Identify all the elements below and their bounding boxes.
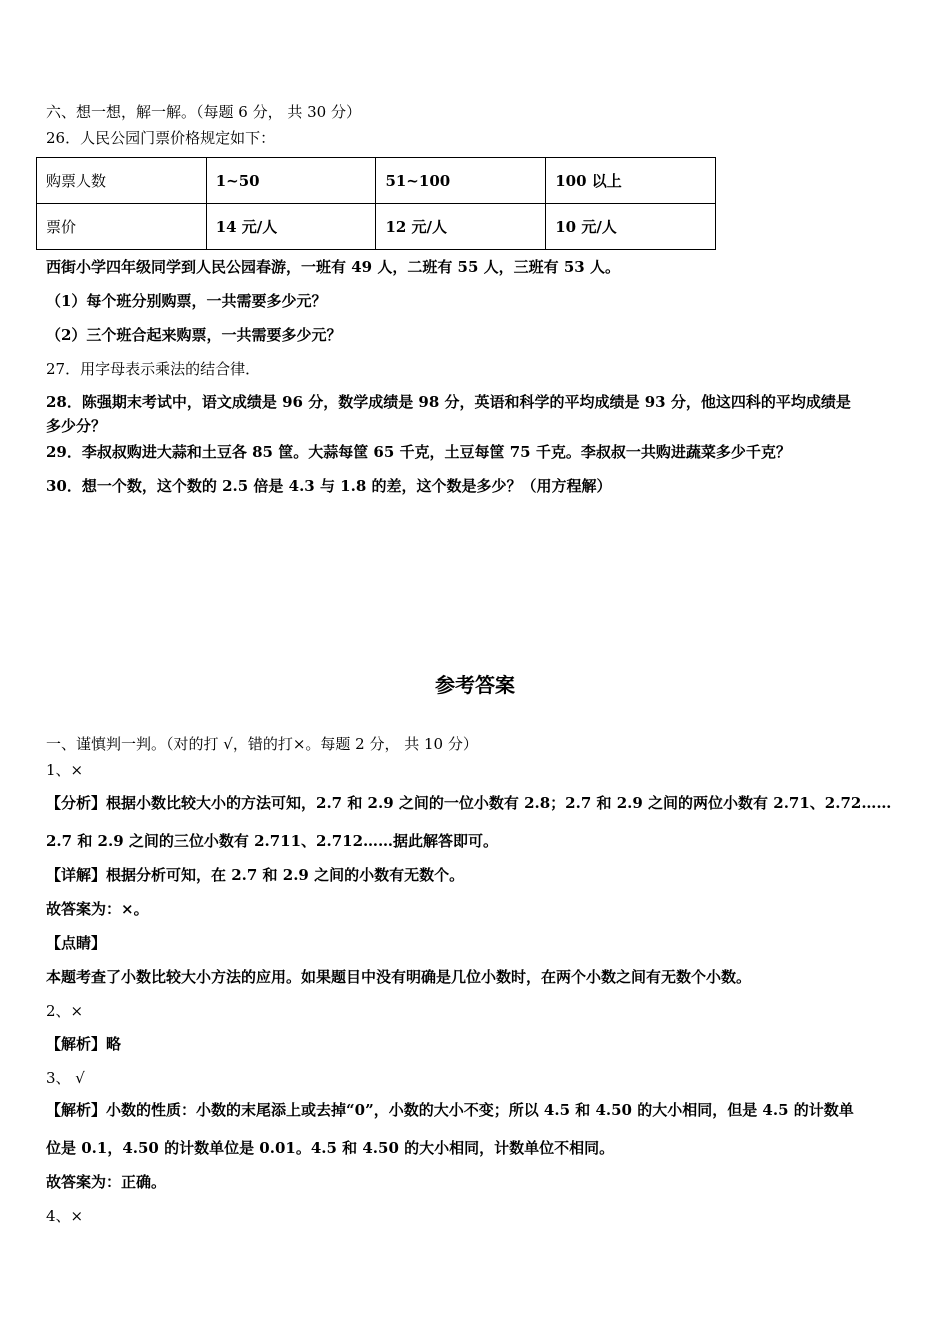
- table-row: [37, 158, 716, 204]
- answer-2-analysis: 【解析】略: [46, 1035, 122, 1053]
- answer-3-conclusion: 故答案为：正确。: [46, 1173, 167, 1191]
- section-six-title: 六、想一想，解一解。（每题 6 分， 共 30 分）: [46, 103, 361, 121]
- answer-1-analysis-1: 【分析】根据小数比较大小的方法可知，2.7 和 2.9 之间的一位小数有 2.8；2.7 和 2.9 之间的两位小数有 2.71、2.72……: [46, 794, 892, 812]
- question-30: 30．想一个数，这个数的 2.5 倍是 4.3 与 1.8 的差，这个数是多少？（用方程解）: [46, 477, 612, 495]
- question-26-intro: 26．人民公园门票价格规定如下：: [46, 129, 276, 147]
- answers-section-title: 一、谨慎判一判。（对的打 √，错的打×。每题 2 分， 共 10 分）: [46, 735, 478, 753]
- answer-3-analysis-1: 【解析】小数的性质：小数的末尾添上或去掉“0”，小数的大小不变；所以 4.5 和 4.50 的大小相同，但是 4.5 的计数单: [46, 1101, 854, 1119]
- table-cell: 12 元/人: [376, 204, 546, 250]
- question-26-context: 西街小学四年级同学到人民公园春游，一班有 49 人，二班有 55 人，三班有 53 人。: [46, 258, 620, 276]
- answer-1-detail: 【详解】根据分析可知，在 2.7 和 2.9 之间的小数有无数个。: [46, 866, 465, 884]
- question-26-part1: （1）每个班分别购票，一共需要多少元？: [46, 292, 327, 310]
- answer-1-comment: 本题考查了小数比较大小方法的应用。如果题目中没有明确是几位小数时，在两个小数之间有无数个小数。: [46, 968, 752, 986]
- answer-1-comment-label: 【点睛】: [46, 934, 107, 952]
- table-cell: 1~50: [206, 158, 376, 204]
- answer-4: 4、×: [46, 1207, 84, 1225]
- table-cell: 51~100: [376, 158, 546, 204]
- question-28-line1: 28．陈强期末考试中，语文成绩是 96 分，数学成绩是 98 分，英语和科学的平均成绩是 93 分，他这四科的平均成绩是: [46, 393, 851, 411]
- answer-3: 3、 √: [46, 1069, 85, 1087]
- answers-title: 参考答案: [435, 673, 515, 697]
- answer-2: 2、×: [46, 1002, 84, 1020]
- table-cell: 10 元/人: [546, 204, 716, 250]
- question-26-part2: （2）三个班合起来购票，一共需要多少元？: [46, 326, 342, 344]
- ticket-price-table: [36, 157, 716, 250]
- table-cell: 100 以上: [546, 158, 716, 204]
- table-cell: 购票人数: [37, 158, 207, 204]
- question-27: 27．用字母表示乘法的结合律．: [46, 360, 261, 378]
- table-cell: 票价: [37, 204, 207, 250]
- answer-1: 1、×: [46, 761, 84, 779]
- table-row: [37, 204, 716, 250]
- answer-3-analysis-2: 位是 0.1，4.50 的计数单位是 0.01。4.5 和 4.50 的大小相同，计数单位不相同。: [46, 1139, 615, 1157]
- answer-1-analysis-2: 2.7 和 2.9 之间的三位小数有 2.711、2.712……据此解答即可。: [46, 832, 499, 850]
- question-28-line2: 多少分？: [46, 417, 107, 435]
- answer-1-conclusion: 故答案为：×。: [46, 900, 149, 918]
- question-29: 29．李叔叔购进大蒜和土豆各 85 筐。大蒜每筐 65 千克，土豆每筐 75 千克。李叔叔一共购进蔬菜多少千克？: [46, 443, 791, 461]
- table-cell: 14 元/人: [206, 204, 376, 250]
